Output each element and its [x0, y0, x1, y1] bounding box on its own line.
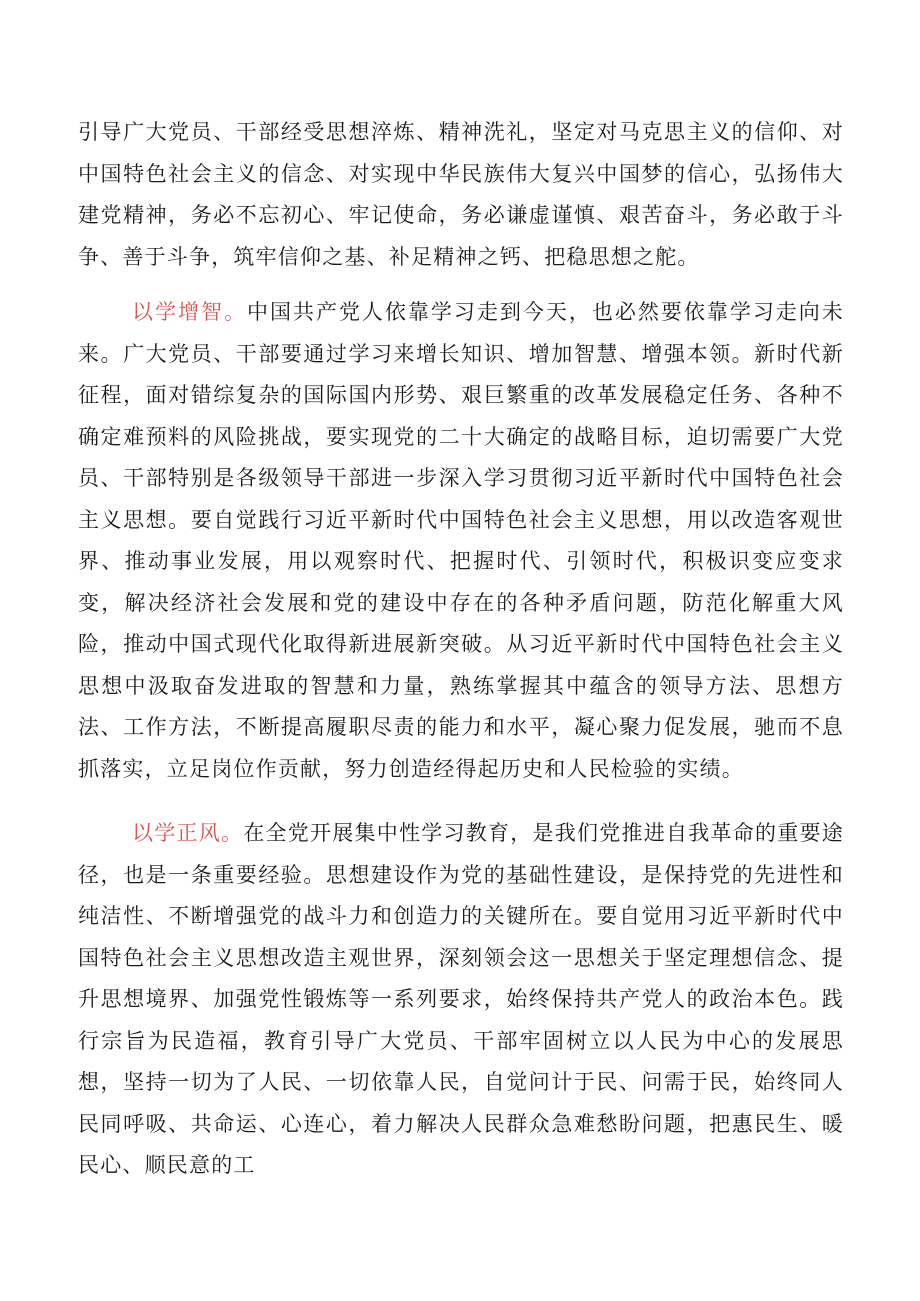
paragraph-faith [78, 112, 844, 278]
section-heading: 以学正风。 [132, 821, 244, 845]
paragraph-body: 中国共产党人依靠学习走到今天，也必然要依靠学习走向未来。广大党员、干部要通过学习来增长知识、增加智慧、增强本领。新时代新征程，面对错综复杂的国际国内形势、艰巨繁重的改革发展稳定任务、各种不确定难预料的风险挑战，要实现党的二十大确定的战略目标，迫切需要广大党员、干部特别是各级领导干部进一步深入学习贯彻习近平新时代中国特色社会主义思想。要自觉践行习近平新时代中国特色社会主义思想，用以改造客观世界、推动事业发展，用以观察时代、把握时代、引领时代，积极识变应变求变，解决经济社会发展和党的建设中存在的各种矛盾问题，防范化解重大风险，推动中国式现代化取得新进展新突破。从习近平新时代中国特色社会主义思想中汲取奋发进取的智慧和力量，熟练掌握其中蕴含的领导方法、思想方法、工作方法，不断提高履职尽责的能力和水平，凝心聚力促发展，驰而不息抓落实，立足岗位作贡献，努力创造经得起历史和人民检验的实绩。 [78, 300, 844, 781]
section-heading: 以学增智。 [132, 300, 247, 324]
paragraph-learning-conduct [78, 813, 844, 1187]
paragraph-body: 引导广大党员、干部经受思想淬炼、精神洗礼，坚定对马克思主义的信仰、对中国特色社会主义的信念、对实现中华民族伟大复兴中国梦的信心，弘扬伟大建党精神，务必不忘初心、牢记使命，务必谦虚谨慎、艰苦奋斗，务必敢于斗争、善于斗争，筑牢信仰之基、补足精神之钙、把稳思想之舵。 [78, 120, 844, 269]
paragraph-learning-wisdom [78, 292, 844, 790]
paragraph-body: 在全党开展集中性学习教育，是我们党推进自我革命的重要途径，也是一条重要经验。思想建设作为党的基础性建设，是保持党的先进性和纯洁性、不断增强党的战斗力和创造力的关键所在。要自觉用习近平新时代中国特色社会主义思想改造主观世界，深刻领会这一思想关于坚定理想信念、提升思想境界、加强党性锻炼等一系列要求，始终保持共产党人的政治本色。践行宗旨为民造福，教育引导广大党员、干部牢固树立以人民为中心的发展思想，坚持一切为了人民、一切依靠人民，自觉问计于民、问需于民，始终同人民同呼吸、共命运、心连心，着力解决人民群众急难愁盼问题，把惠民生、暖民心、顺民意的工 [78, 821, 844, 1177]
